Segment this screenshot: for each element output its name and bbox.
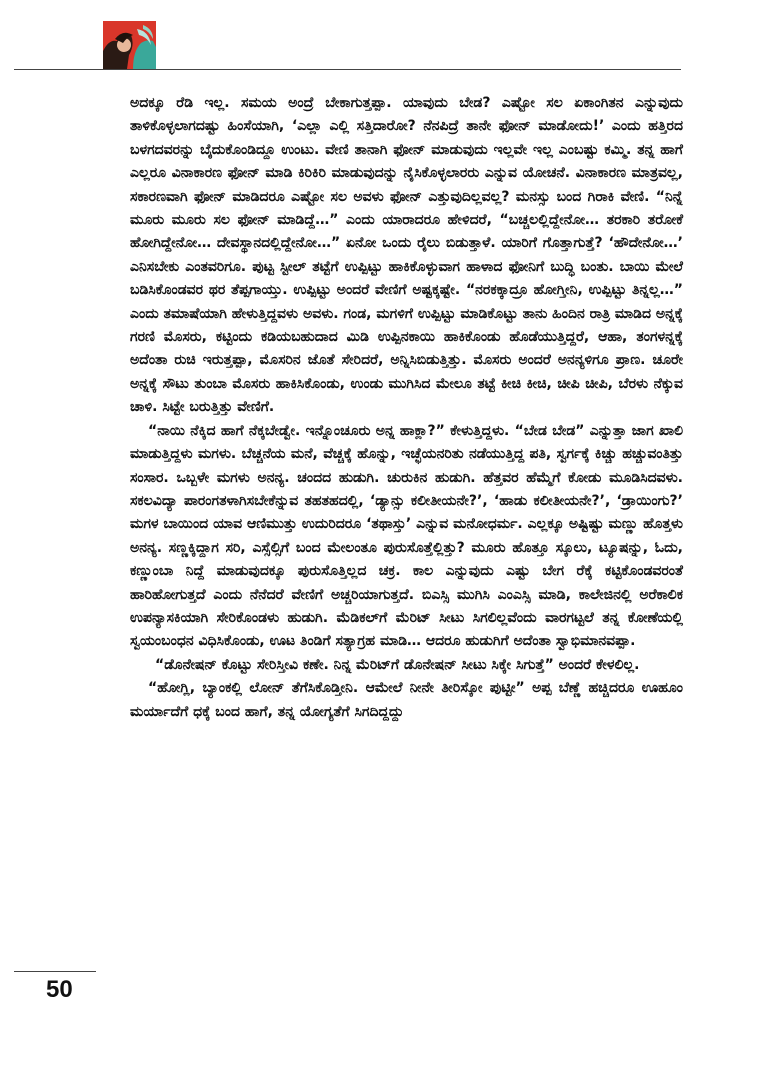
header-divider [14, 69, 681, 70]
paragraph-1: ಅದಕ್ಕೂ ರೆಡಿ ಇಲ್ಲ. ಸಮಯ ಅಂದ್ರೆ ಬೇಕಾಗುತ್ತಪ್ಪಾ. ಯಾವುದು ಬೇಡ? ಎಷ್ಟೋ ಸಲ ಏಕಾಂಗಿತನ ಎನ್ನುವುದು ತಾಳಿಕೊಳ್ಳಲಾಗದಷ್ಟು ಹಿಂಸೆಯಾಗಿ, ‘ಎಲ್ಲಾ ಎಲ್ಲಿ ಸತ್ತಿದಾರೋ? ನೆನಪಿದ್ರೆ ತಾನೇ ಫೋನ್ ಮಾಡೋದು!’ ಎಂದು ಹತ್ತಿರದ ಬಳಗದವರನ್ನು ಬೈದುಕೊಂಡಿದ್ದೂ ಉಂಟು. ವೇಣಿ ತಾನಾಗಿ ಫೋನ್ ಮಾಡುವುದು ಇಲ್ಲವೇ ಇಲ್ಲ ಎಂಬಷ್ಟು ಕಮ್ಮಿ. ತನ್ನ ಹಾಗೆ ಎಲ್ಲರೂ ವಿನಾಕಾರಣ ಫೋನ್ ಮಾಡಿ ಕಿರಿಕಿರಿ ಮಾಡುವುದನ್ನು ನೈಸಿಕೊಳ್ಳಲಾರರು ಎನ್ನುವ ಯೋಚನೆ. ವಿನಾಕಾರಣ ಮಾತ್ರವಲ್ಲ, ಸಕಾರಣವಾಗಿ ಫೋನ್ ಮಾಡಿದರೂ ಎಷ್ಟೋ ಸಲ ಅವಳು ಫೋನ್ ಎತ್ತುವುದಿಲ್ಲವಲ್ಲ? ಮನಸ್ಸು ಬಂದ ಗಿರಾಕಿ ವೇಣಿ. “ನಿನ್ನೆ ಮೂರು ಮೂರು ಸಲ ಫೋನ್ ಮಾಡಿದ್ದೆ…” ಎಂದು ಯಾರಾದರೂ ಹೇಳಿದರೆ, “ಬಚ್ಚಲಲ್ಲಿದ್ದೇನೋ… ತರಕಾರಿ ತರೋಕೆ ಹೋಗಿದ್ದೇನೋ… ದೇವಸ್ಥಾನದಲ್ಲಿದ್ದೇನೋ…” ಏನೋ ಒಂದು ರೈಲು ಬಿಡುತ್ತಾಳೆ. ಯಾರಿಗೆ ಗೊತ್ತಾಗುತ್ತೆ? ‘ಹೌದೇನೋ…’ ಎನಿಸಬೇಕು ಎಂತವರಿಗೂ. ಪುಟ್ಟ ಸ್ಟೀಲ್ ತಟ್ಟೆಗೆ ಉಪ್ಪಿಟ್ಟು ಹಾಕಿಕೊಳ್ಳುವಾಗ ಹಾಳಾದ ಫೋನಿಗೆ ಬುದ್ಧಿ ಬಂತು. ಬಾಯಿ ಮೇಲೆ ಬಡಿಸಿಕೊಂಡವರ ಥರ ತೆಪ್ಪಗಾಯ್ತು. ಉಪ್ಪಿಟ್ಟು ಅಂದರೆ ವೇಣಿಗೆ ಅಷ್ಟಕ್ಕಷ್ಟೇ. “ನರಕಕ್ಕಾದ್ರೂ ಹೋಗ್ತೀನಿ, ಉಪ್ಪಿಟ್ಟು ತಿನ್ನಲ್ಲ…” ಎಂದು ತಮಾಷೆಯಾಗಿ ಹೇಳುತ್ತಿದ್ದವಳು ಅವಳು. ಗಂಡ, ಮಗಳಿಗೆ ಉಪ್ಪಿಟ್ಟು ಮಾಡಿಕೊಟ್ಟು ತಾನು ಹಿಂದಿನ ರಾತ್ರಿ ಮಾಡಿದ ಅನ್ನಕ್ಕೆ ಗರಣಿ ಮೊಸರು, ಕಟ್ಟಿಂದು ಕಡಿಯಬಹುದಾದ ಮಿಡಿ ಉಪ್ಪಿನಕಾಯಿ ಹಾಕಿಕೊಂಡು ಹೊಡೆಯುತ್ತಿದ್ದರೆ, ಆಹಾ, ತಂಗಳನ್ನಕ್ಕೆ ಅದೆಂತಾ ರುಚಿ ಇರುತ್ತಪ್ಪಾ, ಮೊಸರಿನ ಜೊತೆ ಸೇರಿದರೆ, ಅನ್ನಿಸಿಬಿಡುತ್ತಿತ್ತು. ಮೊಸರು ಅಂದರೆ ಅನನ್ಯಳಿಗೂ ಪ್ರಾಣ. ಚೂರೇ ಅನ್ನಕ್ಕೆ ಸೌಟು ತುಂಬಾ ಮೊಸರು ಹಾಕಿಸಿಕೊಂಡು, ಉಂಡು ಮುಗಿಸಿದ ಮೇಲೂ ತಟ್ಟೆ ಕೀಚಿ ಕೀಚಿ, ಚೀಪಿ ಚೀಪಿ, ಬೆರಳು ನೆಕ್ಕುವ ಚಾಳಿ. ಸಿಟ್ಟೇ ಬರುತ್ತಿತ್ತು ವೇಣಿಗೆ. [130, 95, 683, 416]
magazine-logo-icon [103, 21, 156, 69]
paragraph-4: “ಹೋಗ್ಲಿ, ಬ್ಯಾಂಕಲ್ಲಿ ಲೋನ್ ತೆಗೆಸಿಕೊಡ್ತೀನಿ. ಆಮೇಲೆ ನೀನೇ ತೀರಿಸ್ಕೋ ಪುಟ್ಟೀ” ಅಪ್ಪ ಬೆಣ್ಣೆ ಹಚ್ಚಿದರೂ ಊಹೂಂ ಮರ್ಯಾದೆಗೆ ಧಕ್ಕೆ ಬಂದ ಹಾಗೆ, ತನ್ನ ಯೋಗ್ಯತೆಗೆ ಸಿಗದಿದ್ದದ್ದು [130, 680, 683, 720]
footer-divider [14, 971, 96, 972]
page-number: 50 [46, 976, 73, 1003]
article-body [130, 92, 683, 724]
paragraph-2: “ನಾಯಿ ನೆಕ್ಕಿದ ಹಾಗೆ ನೆಕ್ಕಬೇಡ್ವೇ. ಇನ್ನೊಂಚೂರು ಅನ್ನ ಹಾಕ್ಲಾ?” ಕೇಳುತ್ತಿದ್ದಳು. “ಬೇಡ ಬೇಡ” ಎನ್ನುತ್ತಾ ಜಾಗ ಖಾಲಿ ಮಾಡುತ್ತಿದ್ದಳು ಮಗಳು. ಬೆಚ್ಚನೆಯ ಮನೆ, ವೆಚ್ಚಕ್ಕೆ ಹೊನ್ನು, ಇಚ್ಛೆಯನರಿತು ನಡೆಯುತ್ತಿದ್ದ ಪತಿ, ಸ್ವರ್ಗಕ್ಕೆ ಕಿಚ್ಚು ಹಚ್ಚುವಂತಿತ್ತು ಸಂಸಾರ. ಒಬ್ಬಳೇ ಮಗಳು ಅನನ್ಯ. ಚಂದದ ಹುಡುಗಿ. ಚುರುಕಿನ ಹುಡುಗಿ. ಹೆತ್ತವರ ಹೆಮ್ಮೆಗೆ ಕೋಡು ಮೂಡಿಸಿದವಳು. ಸಕಲವಿದ್ಯಾ ಪಾರಂಗತಳಾಗಿಸಬೇಕೆನ್ನುವ ತಹತಹದಲ್ಲಿ, ‘ಡ್ಯಾನ್ಸು ಕಲೀತೀಯನೇ?’, ‘ಹಾಡು ಕಲೀತೀಯನೇ?’, ‘ಡ್ರಾಯಿಂಗು?’ ಮಗಳ ಬಾಯಿಂದ ಯಾವ ಆಣಿಮುತ್ತು ಉದುರಿದರೂ ‘ತಥಾಸ್ತು’ ಎನ್ನುವ ಮನೋಧರ್ಮ. ಎಲ್ಲಕ್ಕೂ ಅಷ್ಟಿಷ್ಟು ಮಣ್ಣು ಹೊತ್ತಳು ಅನನ್ಯ. ಸಣ್ಣಕ್ಕಿದ್ದಾಗ ಸರಿ, ಎಸ್ಸೆಲ್ಸಿಗೆ ಬಂದ ಮೇಲಂತೂ ಪುರುಸೊತ್ತೆಲ್ಲಿತ್ತು? ಮೂರು ಹೊತ್ತೂ ಸ್ಕೂಲು, ಟ್ಯೂಷನ್ನು, ಓದು, ಕಣ್ಣುಂಬಾ ನಿದ್ದೆ ಮಾಡುವುದಕ್ಕೂ ಪುರುಸೊತ್ತಿಲ್ಲದ ಚಕ್ರ. ಕಾಲ ಎನ್ನುವುದು ಎಷ್ಟು ಬೇಗ ರೆಕ್ಕೆ ಕಟ್ಟಿಕೊಂಡವರಂತೆ ಹಾರಿಹೋಗುತ್ತದೆ ಎಂದು ನೆನೆದರೆ ವೇಣಿಗೆ ಅಚ್ಚರಿಯಾಗುತ್ತದೆ. ಬಿಎಸ್ಸಿ ಮುಗಿಸಿ ಎಂಎಸ್ಸಿ ಮಾಡಿ, ಕಾಲೇಜಿನಲ್ಲಿ ಅರೆಕಾಲಿಕ ಉಪನ್ಯಾಸಕಿಯಾಗಿ ಸೇರಿಕೊಂಡಳು ಹುಡುಗಿ. ಮೆಡಿಕಲ್‌ಗೆ ಮೆರಿಟ್ ಸೀಟು ಸಿಗಲಿಲ್ಲವೆಂದು ವಾರಗಟ್ಟಲೆ ತನ್ನ ಕೋಣೆಯಲ್ಲಿ ಸ್ವಯಂಬಂಧನ ವಿಧಿಸಿಕೊಂಡು, ಊಟ ತಿಂಡಿಗೆ ಸತ್ಯಾಗ್ರಹ ಮಾಡಿ… ಆದರೂ ಹುಡುಗಿಗೆ ಅದೆಂತಾ ಸ್ವಾಭಿಮಾನವಪ್ಪಾ. [130, 422, 683, 650]
paragraph-3: “ಡೊನೇಷನ್ ಕೊಟ್ಟು ಸೇರಿಸ್ತೀವಿ ಕಣೇ. ನಿನ್ನ ಮೆರಿಟ್‌ಗೆ ಡೊನೇಷನ್ ಸೀಟು ಸಿಕ್ಕೇ ಸಿಗುತ್ತೆ” ಅಂದರೆ ಕೇಳಲಿಲ್ಲ. [155, 656, 640, 673]
